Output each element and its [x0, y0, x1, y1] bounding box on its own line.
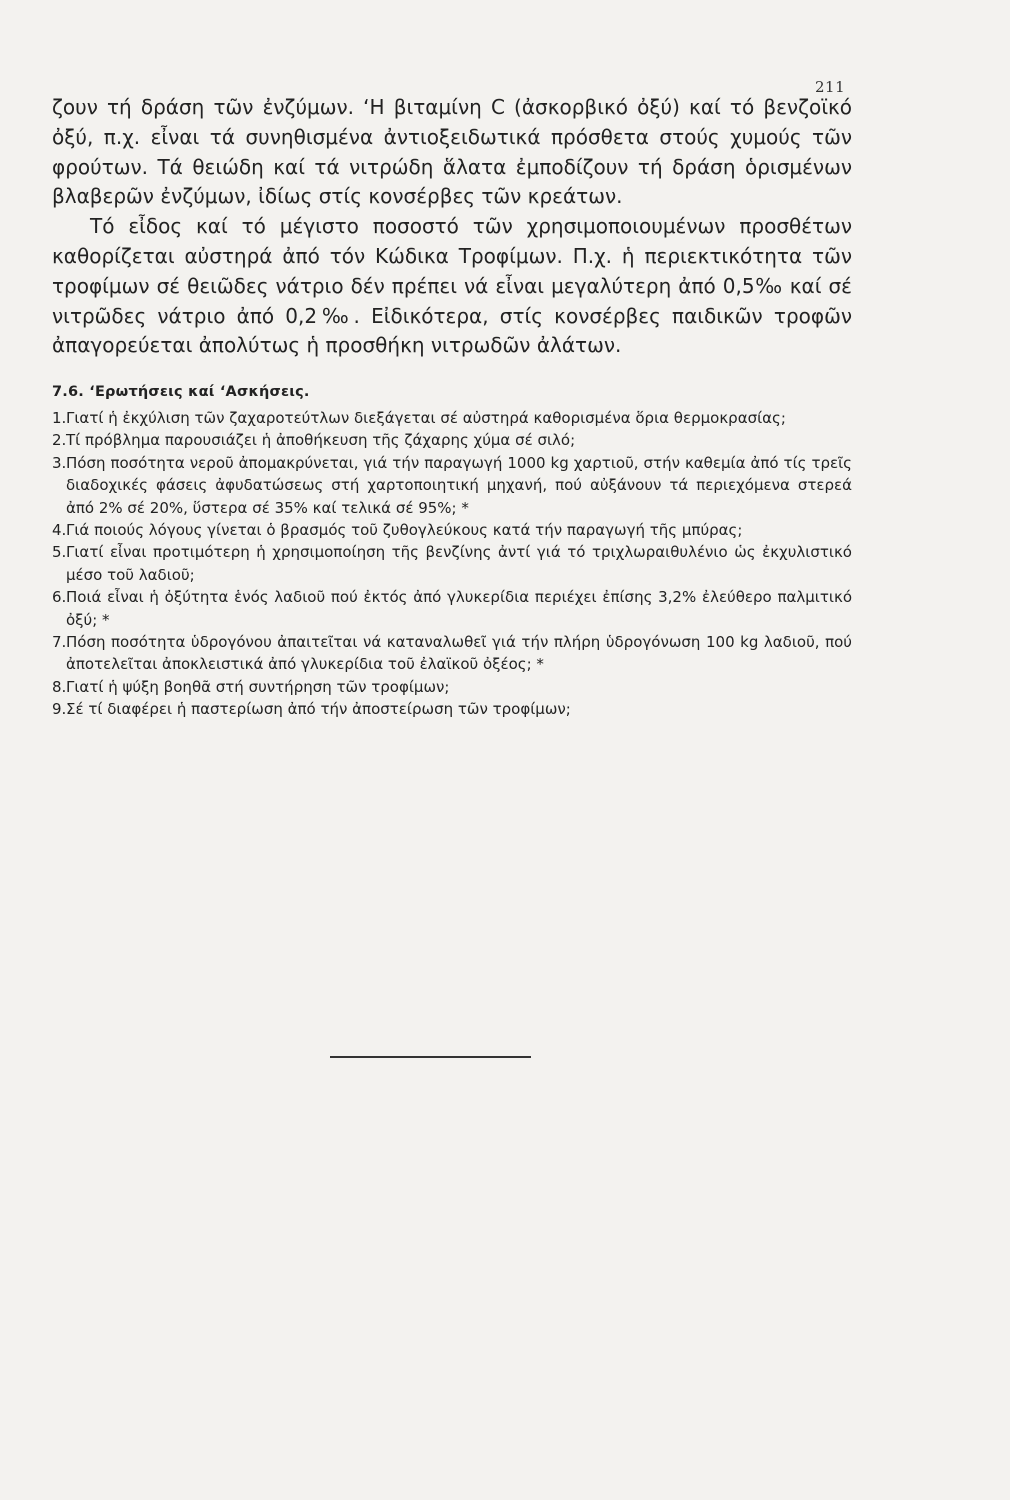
- question-number: 4.: [52, 521, 67, 540]
- question-text: Γιατί ἡ ψύξη βοηθᾶ στή συντήρηση τῶν τροφίμων;: [66, 677, 450, 696]
- question-item: [52, 407, 852, 429]
- question-item: [52, 541, 852, 586]
- question-text: Πόση ποσότητα νεροῦ ἀπομακρύνεται, γιά τήν παραγωγή 1000 kg χαρτιοῦ, στήν καθεμία ἀπό τίς τρεῖς διαδοχικές φάσεις ἀφυδατώσεως στή χαρτοποιητική μηχανή, πού αὐξάνουν τά περιεχόμενα στερεά ἀπό 2% σέ 20%, ὕστερα σέ 35% καί τελικά σέ 95%; *: [66, 453, 852, 517]
- question-number: 8.: [52, 677, 67, 696]
- question-item: [52, 452, 852, 519]
- intro-text: [52, 93, 852, 361]
- question-item: [52, 586, 852, 631]
- question-item: [52, 429, 852, 451]
- intro-paragraph-2: Τό εἶδος καί τό μέγιστο ποσοστό τῶν χρησιμοποιουμένων προσθέτων καθορίζεται αὐστηρά ἀπό τόν Κώδικα Τροφίμων. Π.χ. ἡ περιεκτικότητα τῶν τροφίμων σέ θειῶδες νάτριο δέν πρέπει νά εἶναι μεγαλύτερη ἀπό 0,5‰ καί σέ νιτρῶδες νάτριο ἀπό 0,2‰. Εἰδικότερα, στίς κονσέρβες παιδικῶν τροφῶν ἀπαγορεύεται ἀπολύτως ἡ προσθήκη νιτρωδῶν ἀλάτων.: [52, 214, 852, 358]
- question-item: [52, 698, 852, 720]
- question-number: 1.: [52, 409, 67, 427]
- question-text: Σέ τί διαφέρει ἡ παστερίωση ἀπό τήν ἀποστείρωση τῶν τροφίμων;: [66, 700, 571, 719]
- question-number: 5.: [52, 543, 67, 562]
- question-text: Γιά ποιούς λόγους γίνεται ὁ βρασμός τοῦ ζυθογλεύκους κατά τήν παραγωγή τῆς μπύρας;: [66, 521, 743, 540]
- question-text: Ποιά εἶναι ἡ ὀξύτητα ἑνός λαδιοῦ πού ἐκτός ἀπό γλυκερίδια περιέχει ἐπίσης 3,2% ἐλεύθερο παλμιτικό ὀξύ; *: [66, 588, 852, 629]
- question-item: [52, 676, 852, 698]
- page-number: 211: [815, 78, 846, 96]
- question-number: 9.: [52, 700, 67, 719]
- question-item: [52, 519, 852, 541]
- questions-list: [52, 407, 852, 721]
- question-text: Πόση ποσότητα ὑδρογόνου ἀπαιτεῖται νά καταναλωθεῖ γιά τήν πλήρη ὑδρογόνωση 100 kg λαδιοῦ, πού ἀποτελεῖται ἀποκλειστικά ἀπό γλυκερίδια τοῦ ἐλαϊκοῦ ὀξέος; *: [66, 633, 852, 674]
- question-text: Τί πρόβλημα παρουσιάζει ἡ ἀποθήκευση τῆς ζάχαρης χύμα σέ σιλό;: [66, 431, 576, 450]
- question-number: 6.: [52, 588, 67, 607]
- question-text: Γιατί εἶναι προτιμότερη ἡ χρησιμοποίηση τῆς βενζίνης ἀντί γιά τό τριχλωραιθυλένιο ὡς ἐκχυλιστικό μέσο τοῦ λαδιοῦ;: [66, 543, 852, 584]
- section-title: 7.6. ‘Ερωτήσεις καί ‘Ασκήσεις.: [52, 384, 310, 400]
- question-number: 2.: [52, 431, 67, 450]
- question-item: [52, 631, 852, 676]
- question-number: 7.: [52, 633, 67, 652]
- intro-paragraph-1: ζουν τή δράση τῶν ἐνζύμων. ‘Η βιταμίνη C (ἀσκορβικό ὀξύ) καί τό βενζοϊκό ὀξύ, π.χ. εἶναι τά συνηθισμένα ἀντιοξειδωτικά πρόσθετα στούς χυμούς τῶν φρούτων. Τά θειώδη καί τά νιτρώδη ἅλατα ἐμποδίζουν τή δράση ὁρισμένων βλαβερῶν ἐνζύμων, ἰδίως στίς κονσέρβες τῶν κρεάτων.: [52, 95, 852, 209]
- question-number: 3.: [52, 453, 67, 472]
- end-of-chapter-rule: [330, 1056, 531, 1058]
- question-text: Γιατί ἡ ἐκχύλιση τῶν ζαχαροτεύτλων διεξάγεται σέ αὐστηρά καθορισμένα ὅρια θερμοκρασίας;: [66, 409, 786, 427]
- questions-section: [52, 384, 852, 721]
